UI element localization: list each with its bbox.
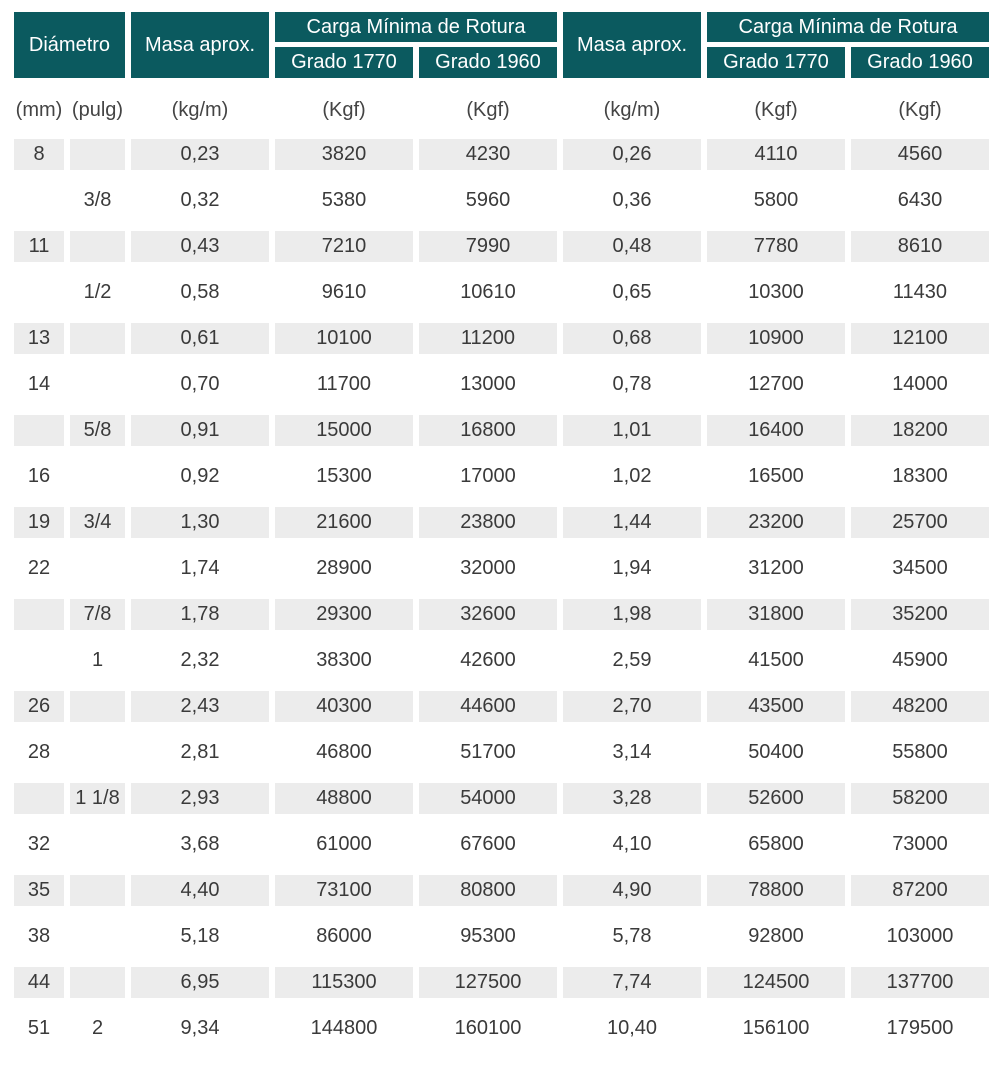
cell-1960-2: 55800 [892, 741, 948, 763]
header-masa-1: Masa aprox. [131, 12, 269, 78]
cell-pulg: 2 [91, 1017, 104, 1039]
cell-masa-2: 0,36 [612, 189, 652, 211]
cell-masa-2: 3,14 [612, 741, 652, 763]
cell-1770-2: 23200 [707, 507, 845, 538]
unit-kgm-2: (kg/m) [603, 98, 661, 121]
cell-1960-1: 44600 [419, 691, 557, 722]
cell-1960-1: 42600 [460, 649, 516, 671]
cell-1770-2: 43500 [707, 691, 845, 722]
cell-1770-2: 16400 [707, 415, 845, 446]
cell-1960-1: 16800 [419, 415, 557, 446]
cell-masa-2: 1,44 [563, 507, 701, 538]
cell-masa-1: 0,32 [180, 189, 220, 211]
cell-1770-1: 86000 [316, 925, 372, 947]
cell-1770-2: 124500 [707, 967, 845, 998]
cell-1770-1: 21600 [275, 507, 413, 538]
cell-masa-2: 1,02 [612, 465, 652, 487]
cell-pulg [70, 875, 125, 906]
cell-1960-1: 11200 [419, 323, 557, 354]
cell-1770-1: 46800 [316, 741, 372, 763]
cell-1770-1: 3820 [275, 139, 413, 170]
cell-masa-1: 0,91 [131, 415, 269, 446]
cell-1770-1: 5380 [321, 189, 367, 211]
header-grado1960-1: Grado 1960 [419, 47, 557, 78]
cell-1960-2: 8610 [851, 231, 989, 262]
cell-masa-2: 0,48 [563, 231, 701, 262]
cell-mm: 14 [27, 373, 51, 395]
cell-masa-1: 3,68 [180, 833, 220, 855]
cell-1770-2: 12700 [748, 373, 804, 395]
cell-pulg [70, 691, 125, 722]
cell-pulg: 3/8 [83, 189, 112, 211]
cell-pulg [70, 967, 125, 998]
cell-1960-1: 5960 [465, 189, 511, 211]
cell-mm [14, 783, 64, 814]
cell-masa-2: 2,70 [563, 691, 701, 722]
cell-1770-1: 29300 [275, 599, 413, 630]
cell-pulg: 1/2 [83, 281, 112, 303]
cell-1960-1: 67600 [460, 833, 516, 855]
cell-masa-1: 2,43 [131, 691, 269, 722]
cell-1770-1: 28900 [316, 557, 372, 579]
cell-1960-2: 11430 [892, 281, 948, 303]
cell-1960-2: 35200 [851, 599, 989, 630]
cell-1960-1: 13000 [460, 373, 516, 395]
cell-1770-1: 144800 [310, 1017, 378, 1039]
cell-1770-2: 78800 [707, 875, 845, 906]
cell-1770-1: 15300 [316, 465, 372, 487]
cell-mm: 32 [27, 833, 51, 855]
cell-pulg: 1 1/8 [70, 783, 125, 814]
cell-1960-1: 32600 [419, 599, 557, 630]
cell-masa-2: 0,78 [612, 373, 652, 395]
cell-mm [14, 645, 64, 676]
cell-1770-2: 4110 [707, 139, 845, 170]
cell-pulg [70, 553, 125, 584]
cell-masa-2: 4,10 [612, 833, 652, 855]
cell-pulg [70, 231, 125, 262]
cell-1770-2: 31200 [748, 557, 804, 579]
header-carga-1: Carga Mínima de Rotura [275, 12, 557, 42]
cell-1960-1: 54000 [419, 783, 557, 814]
cell-1960-1: 51700 [460, 741, 516, 763]
cell-masa-1: 2,81 [180, 741, 220, 763]
cell-1960-2: 103000 [886, 925, 954, 947]
unit-kgf-2: (Kgf) [466, 98, 510, 121]
cell-1960-2: 34500 [892, 557, 948, 579]
cell-mm [14, 599, 64, 630]
cell-1960-2: 73000 [892, 833, 948, 855]
cell-masa-1: 2,32 [180, 649, 220, 671]
cell-1770-2: 16500 [748, 465, 804, 487]
cell-masa-2: 10,40 [606, 1017, 658, 1039]
cell-mm [14, 277, 64, 308]
header-diametro: Diámetro [14, 12, 125, 78]
cell-1960-2: 4560 [851, 139, 989, 170]
cell-masa-2: 1,94 [612, 557, 652, 579]
header-grado1770-1: Grado 1770 [275, 47, 413, 78]
cell-mm [14, 185, 64, 216]
cell-1960-2: 18200 [851, 415, 989, 446]
cell-mm: 35 [14, 875, 64, 906]
cell-masa-1: 0,61 [131, 323, 269, 354]
cell-mm: 11 [14, 231, 64, 262]
cell-pulg [70, 369, 125, 400]
cell-1960-1: 160100 [454, 1017, 522, 1039]
cell-masa-1: 0,43 [131, 231, 269, 262]
cell-masa-2: 3,28 [563, 783, 701, 814]
cell-masa-1: 1,30 [131, 507, 269, 538]
cell-1770-2: 65800 [748, 833, 804, 855]
cell-pulg: 3/4 [70, 507, 125, 538]
cell-masa-1: 1,74 [180, 557, 220, 579]
cell-1960-2: 179500 [886, 1017, 954, 1039]
cell-pulg: 5/8 [70, 415, 125, 446]
cell-1770-2: 5800 [753, 189, 799, 211]
cell-pulg [70, 139, 125, 170]
cell-1770-1: 9610 [321, 281, 367, 303]
cell-masa-1: 0,92 [180, 465, 220, 487]
cell-1960-2: 14000 [892, 373, 948, 395]
cell-masa-1: 6,95 [131, 967, 269, 998]
cell-pulg [70, 461, 125, 492]
unit-kgf-3: (Kgf) [754, 98, 798, 121]
cell-masa-2: 0,26 [563, 139, 701, 170]
cell-1770-2: 92800 [748, 925, 804, 947]
unit-kgm-1: (kg/m) [171, 98, 229, 121]
cell-1960-2: 18300 [892, 465, 948, 487]
unit-kgf-1: (Kgf) [322, 98, 366, 121]
cell-masa-1: 9,34 [180, 1017, 220, 1039]
cell-1770-2: 52600 [707, 783, 845, 814]
cell-mm: 51 [27, 1017, 51, 1039]
cell-masa-1: 4,40 [131, 875, 269, 906]
header-grado1960-2: Grado 1960 [851, 47, 989, 78]
unit-pulg: (pulg) [71, 98, 124, 121]
cell-masa-1: 2,93 [131, 783, 269, 814]
cell-masa-2: 0,65 [612, 281, 652, 303]
cell-1770-2: 41500 [748, 649, 804, 671]
unit-mm: (mm) [15, 98, 63, 121]
cell-1960-1: 95300 [460, 925, 516, 947]
cell-masa-1: 1,78 [131, 599, 269, 630]
cell-1960-2: 12100 [851, 323, 989, 354]
cell-1770-1: 10100 [275, 323, 413, 354]
cell-1960-1: 10610 [460, 281, 516, 303]
cell-mm: 19 [14, 507, 64, 538]
cell-1770-1: 61000 [316, 833, 372, 855]
cell-masa-1: 5,18 [180, 925, 220, 947]
cell-pulg: 7/8 [70, 599, 125, 630]
cell-1960-1: 80800 [419, 875, 557, 906]
cell-1770-1: 38300 [316, 649, 372, 671]
cell-1770-1: 15000 [275, 415, 413, 446]
cell-masa-1: 0,58 [180, 281, 220, 303]
cell-masa-1: 0,23 [131, 139, 269, 170]
cell-mm [14, 415, 64, 446]
cell-masa-2: 0,68 [563, 323, 701, 354]
cell-1960-1: 4230 [419, 139, 557, 170]
cell-mm: 26 [14, 691, 64, 722]
cell-pulg [70, 737, 125, 768]
cell-mm: 8 [14, 139, 64, 170]
cell-mm: 16 [27, 465, 51, 487]
cell-1960-2: 48200 [851, 691, 989, 722]
cell-1770-1: 7210 [275, 231, 413, 262]
cell-pulg [70, 921, 125, 952]
cell-masa-2: 1,01 [563, 415, 701, 446]
cell-1770-1: 73100 [275, 875, 413, 906]
cell-1770-1: 40300 [275, 691, 413, 722]
cell-1770-1: 11700 [316, 373, 372, 395]
cell-masa-2: 4,90 [563, 875, 701, 906]
header-carga-2: Carga Mínima de Rotura [707, 12, 989, 42]
cell-1960-1: 17000 [460, 465, 516, 487]
unit-kgf-4: (Kgf) [898, 98, 942, 121]
cell-1770-2: 10300 [748, 281, 804, 303]
cell-masa-2: 5,78 [612, 925, 652, 947]
cell-1960-1: 127500 [419, 967, 557, 998]
cell-masa-2: 2,59 [612, 649, 652, 671]
cell-masa-1: 0,70 [180, 373, 220, 395]
cell-mm: 22 [27, 557, 51, 579]
cell-mm: 28 [27, 741, 51, 763]
cell-1770-1: 48800 [275, 783, 413, 814]
cell-mm: 13 [14, 323, 64, 354]
cell-mm: 38 [27, 925, 51, 947]
cell-1770-2: 31800 [707, 599, 845, 630]
cell-masa-2: 7,74 [563, 967, 701, 998]
cell-1960-2: 87200 [851, 875, 989, 906]
cell-pulg: 1 [91, 649, 104, 671]
cell-pulg [70, 829, 125, 860]
cell-1960-2: 58200 [851, 783, 989, 814]
cell-1960-1: 7990 [419, 231, 557, 262]
cell-1770-2: 50400 [748, 741, 804, 763]
cell-1770-2: 7780 [707, 231, 845, 262]
cell-1960-1: 23800 [419, 507, 557, 538]
cell-masa-2: 1,98 [563, 599, 701, 630]
cell-1960-2: 6430 [897, 189, 943, 211]
cell-1960-1: 32000 [460, 557, 516, 579]
cell-1960-2: 45900 [892, 649, 948, 671]
cell-pulg [70, 323, 125, 354]
cell-mm: 44 [14, 967, 64, 998]
header-masa-2: Masa aprox. [563, 12, 701, 78]
cell-1770-2: 10900 [707, 323, 845, 354]
cell-1960-2: 137700 [851, 967, 989, 998]
cell-1960-2: 25700 [851, 507, 989, 538]
cell-1770-1: 115300 [275, 967, 413, 998]
cell-1770-2: 156100 [742, 1017, 810, 1039]
header-grado1770-2: Grado 1770 [707, 47, 845, 78]
